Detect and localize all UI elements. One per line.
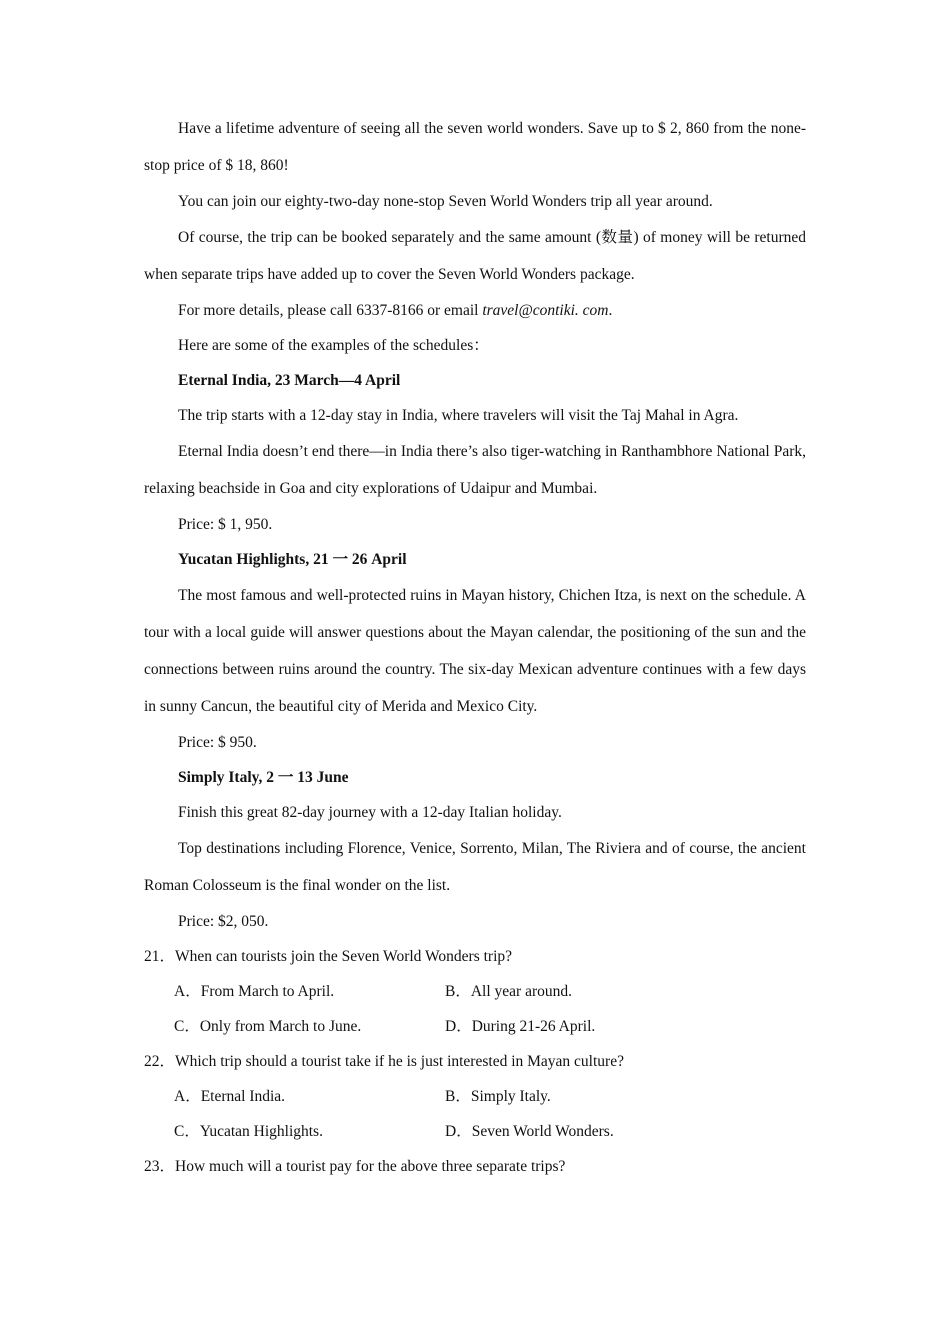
trip-title-simply-italy: Simply Italy, 2 一 13 June <box>178 769 349 786</box>
option-d: D．Seven World Wonders. <box>445 1123 614 1140</box>
question-23: 23．How much will a tourist pay for the above three separate trips? <box>144 1158 566 1175</box>
intro-paragraph-contact <box>144 293 806 328</box>
question-22: 22．Which trip should a tourist take if he is just interested in Mayan culture? <box>144 1053 624 1070</box>
intro-paragraph-schedules: Here are some of the examples of the schedules： <box>178 337 489 354</box>
trip-paragraph: The trip starts with a 12-day stay in India, where travelers will visit the Taj Mahal in Agra. <box>178 407 739 424</box>
trip-price: Price: $2, 050. <box>178 913 269 930</box>
option-a: A．From March to April. <box>174 983 335 1000</box>
trip-paragraph: Top destinations including Florence, Venice, Sorrento, Milan, The Riviera and of course, the ancient Roman Colosseum is the final wonder on the list. <box>144 840 806 894</box>
intro-paragraph-2: You can join our eighty-two-day none-stop Seven World Wonders trip all year around. <box>178 193 713 210</box>
intro-paragraph-3: Of course, the trip can be booked separately and the same amount (数量) of money will be returned when separate trips have added up to cover the Seven World Wonders package. <box>144 229 806 283</box>
question-21: 21．When can tourists join the Seven World Wonders trip? <box>144 948 513 965</box>
trip-paragraph: The most famous and well-protected ruins in Mayan history, Chichen Itza, is next on the schedule. A tour with a local guide will answer questions about the Mayan calendar, the positioning of the sun and the connections between ruins around the country. The six-day Mexican adventure continues with a few days in sunny Cancun, the beautiful city of Merida and Mexico City. <box>144 587 806 715</box>
option-a: A．Eternal India. <box>174 1088 286 1105</box>
question-22-options-row-2 <box>144 1114 806 1149</box>
trip-price: Price: $ 950. <box>178 734 257 751</box>
trip-price: Price: $ 1, 950. <box>178 516 273 533</box>
contact-text: For more details, please call 6337-8166 or email <box>178 302 483 319</box>
trip-title-yucatan-highlights: Yucatan Highlights, 21 一 26 April <box>178 551 407 568</box>
option-b: B．All year around. <box>445 983 572 1000</box>
trip-title-eternal-india: Eternal India, 23 March—4 April <box>178 372 401 389</box>
question-22-options-row-1 <box>144 1079 806 1114</box>
option-d: D．During 21-26 April. <box>445 1018 596 1035</box>
trip-paragraph: Eternal India doesn’t end there—in India there’s also tiger-watching in Ranthambhore National Park, relaxing beachside in Goa and city explorations of Udaipur and Mumbai. <box>144 443 806 497</box>
question-21-options-row-1 <box>144 974 806 1009</box>
question-21-options-row-2 <box>144 1009 806 1044</box>
document-page <box>144 110 806 1184</box>
option-c: C．Only from March to June. <box>174 1018 362 1035</box>
contact-suffix: . <box>608 302 613 319</box>
option-b: B．Simply Italy. <box>445 1088 551 1105</box>
option-c: C．Yucatan Highlights. <box>174 1123 323 1140</box>
contact-email: travel@contiki. com <box>482 302 609 319</box>
intro-paragraph-1: Have a lifetime adventure of seeing all the seven world wonders. Save up to $ 2, 860 from the none-stop price of $ 18, 860! <box>144 120 806 174</box>
trip-paragraph: Finish this great 82-day journey with a 12-day Italian holiday. <box>178 804 562 821</box>
